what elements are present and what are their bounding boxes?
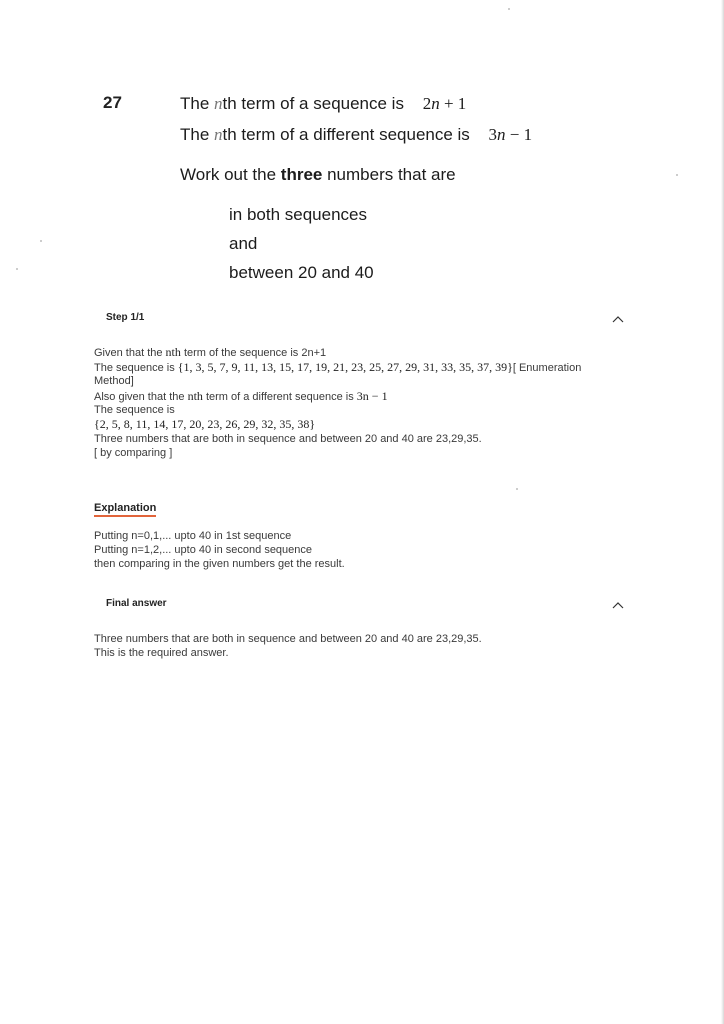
final-answer-line-2: This is the required answer. (94, 647, 229, 659)
step-line-6 (94, 418, 315, 432)
step-line-6-math: {2, 5, 8, 11, 14, 17, 20, 23, 26, 29, 32, 35, 38} (94, 417, 316, 431)
question-line-1-expression (423, 94, 467, 113)
expr-coef: 3 (488, 125, 498, 144)
step-line-8: [ by comparing ] (94, 447, 173, 459)
step-line-1 (94, 346, 326, 360)
step-line-2 (94, 361, 581, 375)
step-line-2-a: The sequence is (94, 362, 178, 374)
expr-var: n (431, 94, 440, 113)
question-line-1-text: The (180, 94, 210, 113)
expr-const: − 1 (505, 125, 533, 144)
question-line-2-text: The (180, 125, 210, 144)
step-title: Step 1/1 (106, 312, 145, 323)
question-instruction (180, 165, 456, 185)
step-line-4-b: term of a different sequence is (202, 391, 357, 403)
scan-speck (16, 268, 18, 270)
question-line-2-rest: th term of a different sequence is (222, 125, 470, 144)
expr-var: n (497, 125, 506, 144)
step-line-1-a: Given that the (94, 347, 166, 359)
step-line-2-math: {1, 3, 5, 7, 9, 11, 13, 15, 17, 19, 21, 23, 25, 27, 29, 31, 33, 35, 37, 39} (177, 360, 513, 374)
scan-speck (676, 174, 678, 176)
step-line-4-math-1: nth (187, 389, 203, 403)
step-line-5: The sequence is (94, 404, 175, 416)
step-line-7: Three numbers that are both in sequence and between 20 and 40 are 23,29,35. (94, 433, 482, 445)
scan-speck (516, 488, 518, 490)
question-line-1-var: n (214, 94, 223, 113)
explanation-title: Explanation (94, 502, 156, 517)
question-line-1 (180, 94, 466, 114)
explanation-line-3: then comparing in the given numbers get the result. (94, 558, 345, 570)
condition-3: between 20 and 40 (229, 263, 374, 282)
step-line-3: Method] (94, 375, 134, 387)
question-line-1-rest: th term of a sequence is (222, 94, 404, 113)
step-line-1-b: term of the sequence is 2n+1 (180, 347, 327, 359)
chevron-up-icon[interactable] (612, 600, 624, 610)
scan-speck (40, 240, 42, 242)
instruction-text-b: numbers that are (322, 165, 456, 184)
final-answer-line-1: Three numbers that are both in sequence and between 20 and 40 are 23,29,35. (94, 633, 482, 645)
step-line-4-math-2: 3n − 1 (356, 389, 388, 403)
instruction-bold: three (280, 165, 323, 184)
explanation-line-2: Putting n=1,2,... upto 40 in second sequence (94, 544, 313, 556)
final-answer-title: Final answer (106, 598, 167, 609)
question-line-2-var: n (214, 125, 223, 144)
step-line-2-b: [ Enumeration (512, 362, 582, 374)
chevron-up-icon[interactable] (612, 314, 624, 324)
question-line-2-expression (489, 125, 533, 144)
condition-2: and (229, 234, 258, 253)
explanation-line-1: Putting n=0,1,... upto 40 in 1st sequence (94, 530, 292, 542)
step-line-4-a: Also given that the (94, 391, 188, 403)
expr-const: + 1 (439, 94, 467, 113)
expr-coef: 2 (422, 94, 432, 113)
instruction-text-a: Work out the (180, 165, 281, 184)
question-line-2 (180, 125, 532, 145)
question-number: 27 (103, 93, 122, 112)
condition-1: in both sequences (229, 205, 367, 224)
step-line-4 (94, 390, 388, 404)
scan-speck (508, 8, 510, 10)
step-line-1-math: nth (165, 345, 181, 359)
